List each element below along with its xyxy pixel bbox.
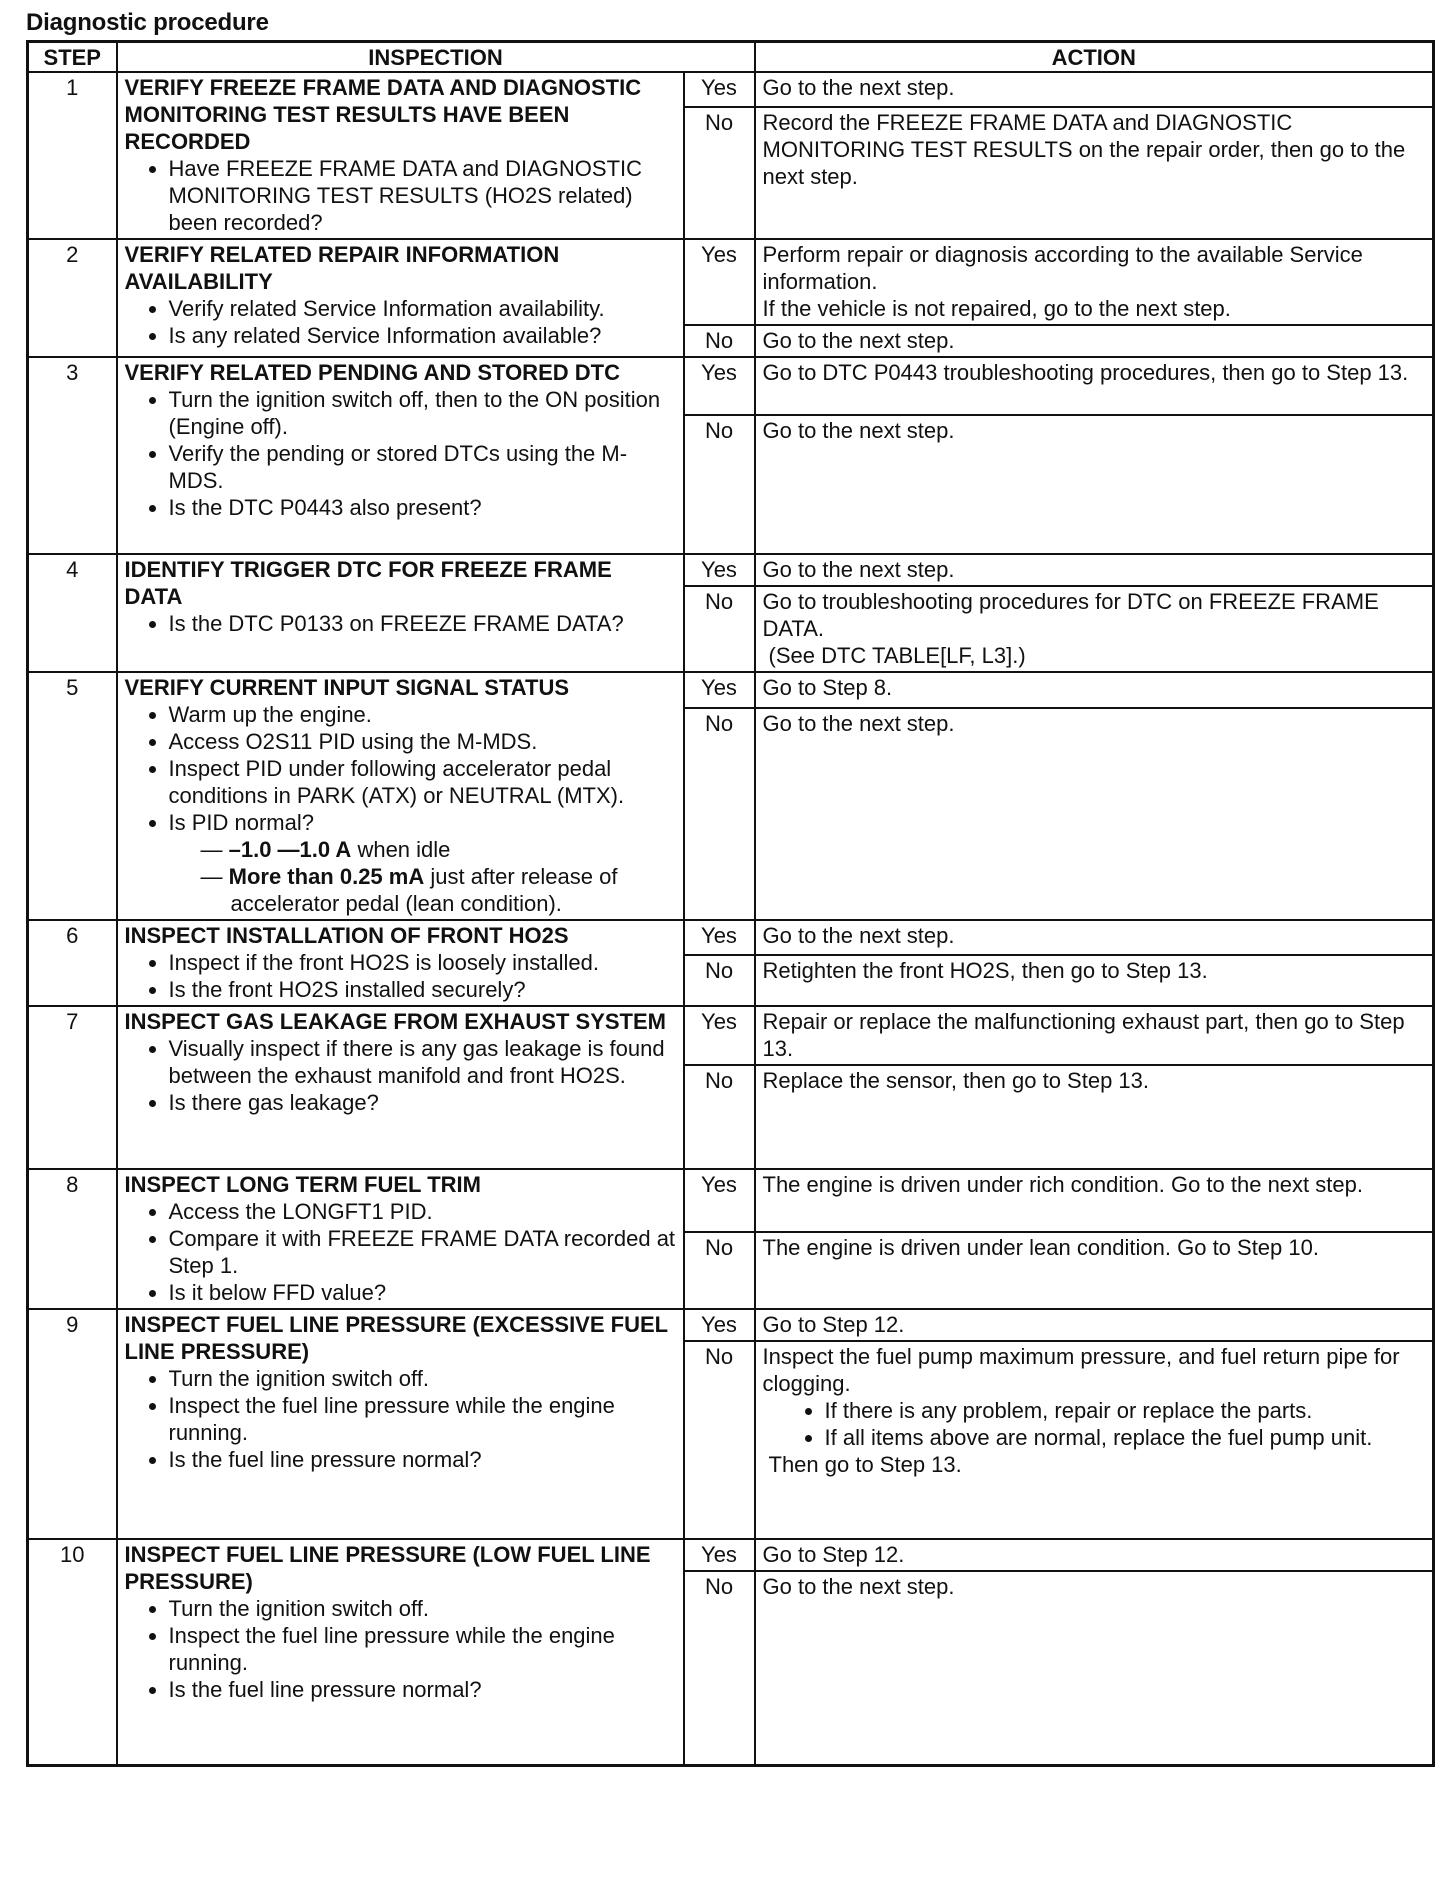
inspection-bullet-text: Is PID normal? [168,810,314,835]
yes-label: Yes [684,357,755,415]
yes-action-line: Perform repair or diagnosis according to the available Service information. [762,242,1363,294]
inspection-bullets [125,1035,676,1116]
inspection-bullet: • Compare it with FREEZE FRAME DATA recorded at Step 1. [169,1225,676,1279]
inspection-title: VERIFY CURRENT INPUT SIGNAL STATUS [124,675,570,700]
yes-label: Yes [684,672,755,708]
inspection-title: INSPECT FUEL LINE PRESSURE (EXCESSIVE FUEL LINE PRESSURE) [124,1312,668,1364]
diagnostic-table [26,40,1435,1767]
inspection-bullets [125,1198,676,1306]
inspection-cell [117,239,684,357]
inspection-title: IDENTIFY TRIGGER DTC FOR FREEZE FRAME DATA [124,557,612,609]
yes-label: Yes [684,554,755,586]
no-action-line: Then go to Step 13. [768,1452,962,1477]
condition-list [169,836,676,917]
yes-label: Yes [684,239,755,325]
inspection-cell [117,1169,684,1309]
table-row [28,554,1434,586]
no-action: Record the FREEZE FRAME DATA and DIAGNOSTIC MONITORING TEST RESULTS on the repair order, then go to the next step. [755,107,1434,239]
condition-text: when idle [351,837,451,862]
yes-action [755,239,1434,325]
no-action-line: Go to troubleshooting procedures for DTC on FREEZE FRAME DATA. [762,589,1379,641]
yes-label: Yes [684,1006,755,1065]
condition-item [201,836,676,863]
no-label: No [684,1341,755,1539]
step-number: 9 [28,1309,117,1539]
no-action: Go to the next step. [755,708,1434,920]
inspection-title: INSPECT FUEL LINE PRESSURE (LOW FUEL LINE PRESSURE) [124,1542,651,1594]
no-action-line: (See DTC TABLE[LF, L3].) [768,643,1026,668]
inspection-bullet: • Inspect if the front HO2S is loosely installed. [169,949,676,976]
inspection-bullet: • Inspect the fuel line pressure while the engine running. [169,1622,676,1676]
condition-text: just after release of accelerator pedal (lean condition). [230,864,618,916]
yes-label: Yes [684,1169,755,1232]
inspection-bullet: • Warm up the engine. [169,701,676,728]
inspection-cell [117,554,684,672]
inspection-cell [117,920,684,1006]
no-action [755,586,1434,672]
inspection-cell [117,1309,684,1539]
no-action-bullet: • If there is any problem, repair or replace the parts. [825,1397,1426,1424]
no-label: No [684,107,755,239]
no-label: No [684,325,755,357]
yes-action: Repair or replace the malfunctioning exhaust part, then go to Step 13. [755,1006,1434,1065]
page-title: Diagnostic procedure [26,9,269,36]
inspection-title: INSPECT INSTALLATION OF FRONT HO2S [124,923,569,948]
no-action: Retighten the front HO2S, then go to Step 13. [755,955,1434,1006]
inspection-bullet: • Turn the ignition switch off. [169,1595,676,1622]
yes-label: Yes [684,72,755,107]
yes-action: Go to Step 8. [755,672,1434,708]
no-action: Go to the next step. [755,1571,1434,1765]
yes-label: Yes [684,1539,755,1571]
yes-action-line: If the vehicle is not repaired, go to the next step. [762,296,1231,321]
yes-action: Go to the next step. [755,554,1434,586]
inspection-bullet: • Is the DTC P0133 on FREEZE FRAME DATA? [169,610,676,637]
inspection-title: VERIFY FREEZE FRAME DATA AND DIAGNOSTIC MONITORING TEST RESULTS HAVE BEEN RECORDED [124,75,642,154]
inspection-bullet: • Verify related Service Information availability. [169,295,676,322]
condition-item [201,863,676,917]
no-action: Go to the next step. [755,325,1434,357]
table-row [28,1169,1434,1232]
table-row [28,239,1434,325]
no-action-line: Inspect the fuel pump maximum pressure, and fuel return pipe for clogging. [762,1344,1400,1396]
header-inspection: INSPECTION [117,42,755,73]
step-number: 3 [28,357,117,554]
inspection-title: INSPECT LONG TERM FUEL TRIM [124,1172,481,1197]
inspection-bullet: • Is the DTC P0443 also present? [169,494,676,521]
header-action: ACTION [755,42,1434,73]
yes-action: Go to Step 12. [755,1309,1434,1341]
no-label: No [684,708,755,920]
inspection-cell [117,1006,684,1169]
table-row [28,672,1434,708]
inspection-title: VERIFY RELATED PENDING AND STORED DTC [124,360,620,385]
condition-value: –1.0 —1.0 A [228,837,352,862]
table-row [28,1006,1434,1065]
inspection-bullets [125,155,676,236]
condition-value: More than 0.25 mA [228,864,425,889]
step-number: 1 [28,72,117,239]
inspection-cell [117,672,684,920]
no-action: Go to the next step. [755,415,1434,554]
yes-action: Go to Step 12. [755,1539,1434,1571]
step-number: 8 [28,1169,117,1309]
header-step: STEP [28,42,117,73]
yes-action: Go to the next step. [755,920,1434,955]
step-number: 6 [28,920,117,1006]
yes-label: Yes [684,920,755,955]
inspection-bullet: • Turn the ignition switch off. [169,1365,676,1392]
inspection-bullet: • Is the front HO2S installed securely? [169,976,676,1003]
no-action-bullets [763,1397,1426,1451]
step-number: 7 [28,1006,117,1169]
step-number: 4 [28,554,117,672]
no-label: No [684,1571,755,1765]
inspection-bullet: • Visually inspect if there is any gas leakage is found between the exhaust manifold and front HO2S. [169,1035,676,1089]
inspection-bullets [125,386,676,521]
inspection-bullet: • Is the fuel line pressure normal? [169,1676,676,1703]
yes-label: Yes [684,1309,755,1341]
document-page [26,6,1432,1767]
table-row [28,920,1434,955]
inspection-bullets [125,295,676,349]
step-number: 2 [28,239,117,357]
table-header-row [28,42,1434,73]
inspection-bullets [125,1595,676,1703]
step-number: 10 [28,1539,117,1765]
inspection-bullet: • Turn the ignition switch off, then to the ON position (Engine off). [169,386,676,440]
no-label: No [684,415,755,554]
inspection-bullet: • Have FREEZE FRAME DATA and DIAGNOSTIC MONITORING TEST RESULTS (HO2S related) been recorded? [169,155,676,236]
table-row [28,72,1434,107]
inspection-title: VERIFY RELATED REPAIR INFORMATION AVAILABILITY [124,242,560,294]
inspection-bullets [125,610,676,637]
yes-action: The engine is driven under rich condition. Go to the next step. [755,1169,1434,1232]
no-label: No [684,1065,755,1169]
no-action [755,1341,1434,1539]
inspection-bullets [125,701,676,917]
inspection-cell [117,1539,684,1765]
no-action: Replace the sensor, then go to Step 13. [755,1065,1434,1169]
table-row [28,1309,1434,1341]
inspection-bullet: • Inspect PID under following accelerator pedal conditions in PARK (ATX) or NEUTRAL (MTX). [169,755,676,809]
inspection-bullet: • Is the fuel line pressure normal? [169,1446,676,1473]
yes-action: Go to the next step. [755,72,1434,107]
no-action: The engine is driven under lean condition. Go to Step 10. [755,1232,1434,1309]
step-number: 5 [28,672,117,920]
no-label: No [684,955,755,1006]
inspection-cell [117,72,684,239]
inspection-bullet: • Access O2S11 PID using the M-MDS. [169,728,676,755]
inspection-bullets [125,949,676,1003]
no-label: No [684,586,755,672]
inspection-title: INSPECT GAS LEAKAGE FROM EXHAUST SYSTEM [124,1009,666,1034]
inspection-bullet: • Is there gas leakage? [169,1089,676,1116]
yes-action: Go to DTC P0443 troubleshooting procedures, then go to Step 13. [755,357,1434,415]
inspection-bullets [125,1365,676,1473]
table-row [28,357,1434,415]
table-row [28,1539,1434,1571]
inspection-cell [117,357,684,554]
inspection-bullet: • Is it below FFD value? [169,1279,676,1306]
inspection-bullet: • Verify the pending or stored DTCs using the M-MDS. [169,440,676,494]
inspection-bullet: • Is any related Service Information available? [169,322,676,349]
no-action-bullet: • If all items above are normal, replace the fuel pump unit. [825,1424,1426,1451]
inspection-bullet: • Access the LONGFT1 PID. [169,1198,676,1225]
inspection-bullet: • Inspect the fuel line pressure while the engine running. [169,1392,676,1446]
inspection-bullet [169,809,676,917]
no-label: No [684,1232,755,1309]
